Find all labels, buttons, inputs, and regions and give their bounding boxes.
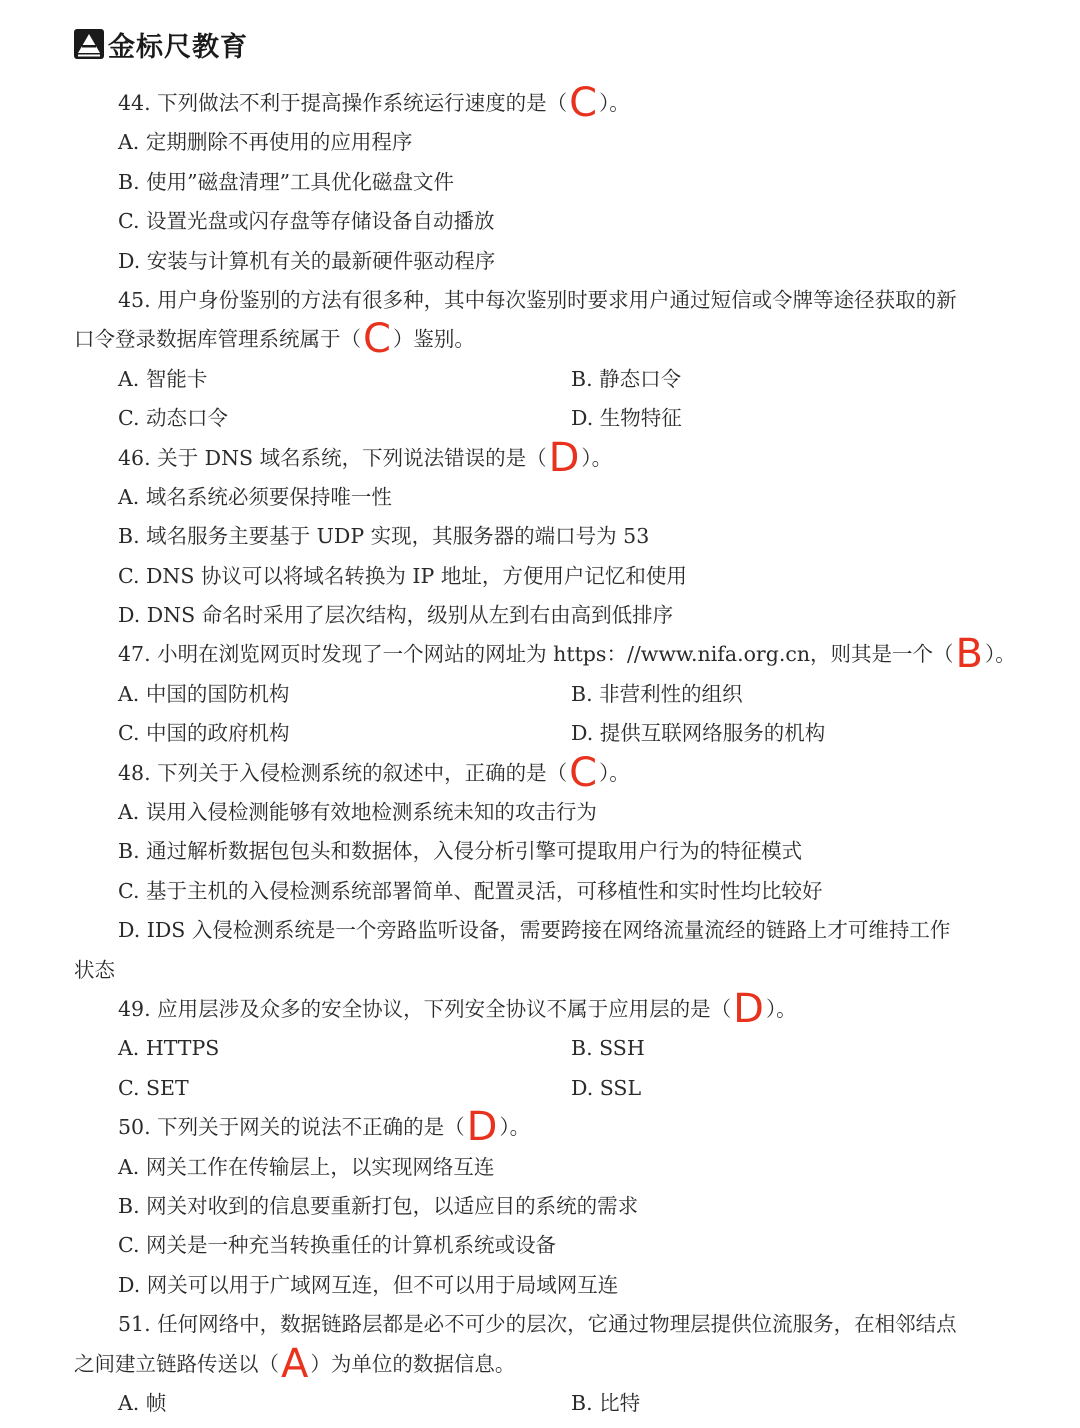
option: A. 定期删除不再使用的应用程序 [118, 130, 413, 155]
option-row [0, 360, 1080, 399]
option: B. 静态口令 [571, 366, 682, 391]
option: B. 网关对收到的信息要重新打包，以适应目的系统的需求 [118, 1193, 639, 1218]
option: A. 域名系统必须要保持唯一性 [118, 484, 392, 509]
option: A. HTTPS [118, 1036, 220, 1061]
option-row [0, 1384, 1080, 1423]
option: D. 网关可以用于广域网互连，但不可以用于局域网互连 [118, 1272, 619, 1297]
question-stem: 48. 下列关于入侵检测系统的叙述中，正确的是（C）。 [118, 749, 630, 796]
question-stem: 47. 小明在浏览网页时发现了一个网站的网址为 https：//www.nifa.org.cn，则其是一个（B）。 [118, 631, 1016, 678]
ruler-triangle-logo [74, 29, 104, 59]
option: B. 通过解析数据包包头和数据体，入侵分析引擎可提取用户行为的特征模式 [118, 839, 803, 864]
option: D. IDS 入侵检测系统是一个旁路监听设备，需要跨接在网络流量流经的链路上才可维持工作 [118, 918, 951, 943]
question-stem: 50. 下列关于网关的说法不正确的是（D）。 [118, 1104, 531, 1151]
option: D. DNS 命名时采用了层次结构，级别从左到右由高到低排序 [118, 603, 674, 628]
option: D. SSL [571, 1075, 642, 1100]
question-stem-cont: 之间建立链路传送以（A）为单位的数据信息。 [74, 1340, 516, 1387]
question-stem: 44. 下列做法不利于提高操作系统运行速度的是（C）。 [118, 80, 630, 126]
option: C. 基于主机的入侵检测系统部署简单、配置灵活，可移植性和实时性均比较好 [118, 878, 823, 903]
option-row [0, 1069, 1080, 1108]
option: B. 比特 [571, 1390, 641, 1415]
answer-mark: D [733, 985, 764, 1032]
option: C. 动态口令 [118, 406, 228, 431]
question-stem: 45. 用户身份鉴别的方法有很多种，其中每次鉴别时要求用户通过短信或令牌等途径获取的新 [118, 287, 957, 312]
option: C. SET [118, 1075, 189, 1100]
option: A. 中国的国防机构 [118, 681, 290, 706]
answer-mark: A [281, 1340, 309, 1387]
answer-mark: C [569, 749, 598, 796]
answer-mark: C [569, 80, 598, 126]
question-stem-cont: 口令登录数据库管理系统属于（C）鉴别。 [74, 316, 475, 363]
option-row [0, 675, 1080, 714]
question-list [0, 80, 1080, 1423]
option: D. 生物特征 [571, 406, 682, 431]
option: A. 智能卡 [118, 366, 208, 391]
option: C. 设置光盘或闪存盘等存储设备自动播放 [118, 209, 495, 234]
answer-mark: D [466, 1104, 498, 1151]
answer-mark: D [548, 434, 580, 481]
option: A. 帧 [118, 1390, 167, 1415]
question-stem: 49. 应用层涉及众多的安全协议，下列安全协议不属于应用层的是（D）。 [118, 985, 797, 1032]
option: C. 中国的政府机构 [118, 721, 290, 746]
option: B. 使用”磁盘清理”工具优化磁盘文件 [118, 169, 455, 194]
question-stem: 46. 关于 DNS 域名系统，下列说法错误的是（D）。 [118, 434, 613, 481]
question-stem: 51. 任何网络中，数据链路层都是必不可少的层次，它通过物理层提供位流服务，在相邻结点 [118, 1312, 957, 1337]
brand-header [74, 26, 248, 62]
option: C. DNS 协议可以将域名转换为 IP 地址，方便用户记忆和使用 [118, 563, 687, 588]
option: A. 网关工作在传输层上，以实现网络互连 [118, 1154, 495, 1179]
option-row [0, 714, 1080, 753]
option-cont: 状态 [74, 957, 115, 982]
option: B. 域名服务主要基于 UDP 实现，其服务器的端口号为 53 [118, 524, 650, 549]
option: D. 提供互联网络服务的机构 [571, 721, 826, 746]
option: D. 安装与计算机有关的最新硬件驱动程序 [118, 248, 496, 273]
option: C. 网关是一种充当转换重任的计算机系统或设备 [118, 1233, 556, 1258]
option: B. 非营利性的组织 [571, 681, 743, 706]
brand-name: 金标尺教育 [108, 31, 248, 63]
answer-mark: B [955, 631, 983, 678]
option: B. SSH [571, 1036, 645, 1061]
answer-mark: C [363, 316, 391, 363]
option-row [0, 1029, 1080, 1068]
option-row [0, 399, 1080, 438]
option: A. 误用入侵检测能够有效地检测系统未知的攻击行为 [118, 800, 597, 825]
